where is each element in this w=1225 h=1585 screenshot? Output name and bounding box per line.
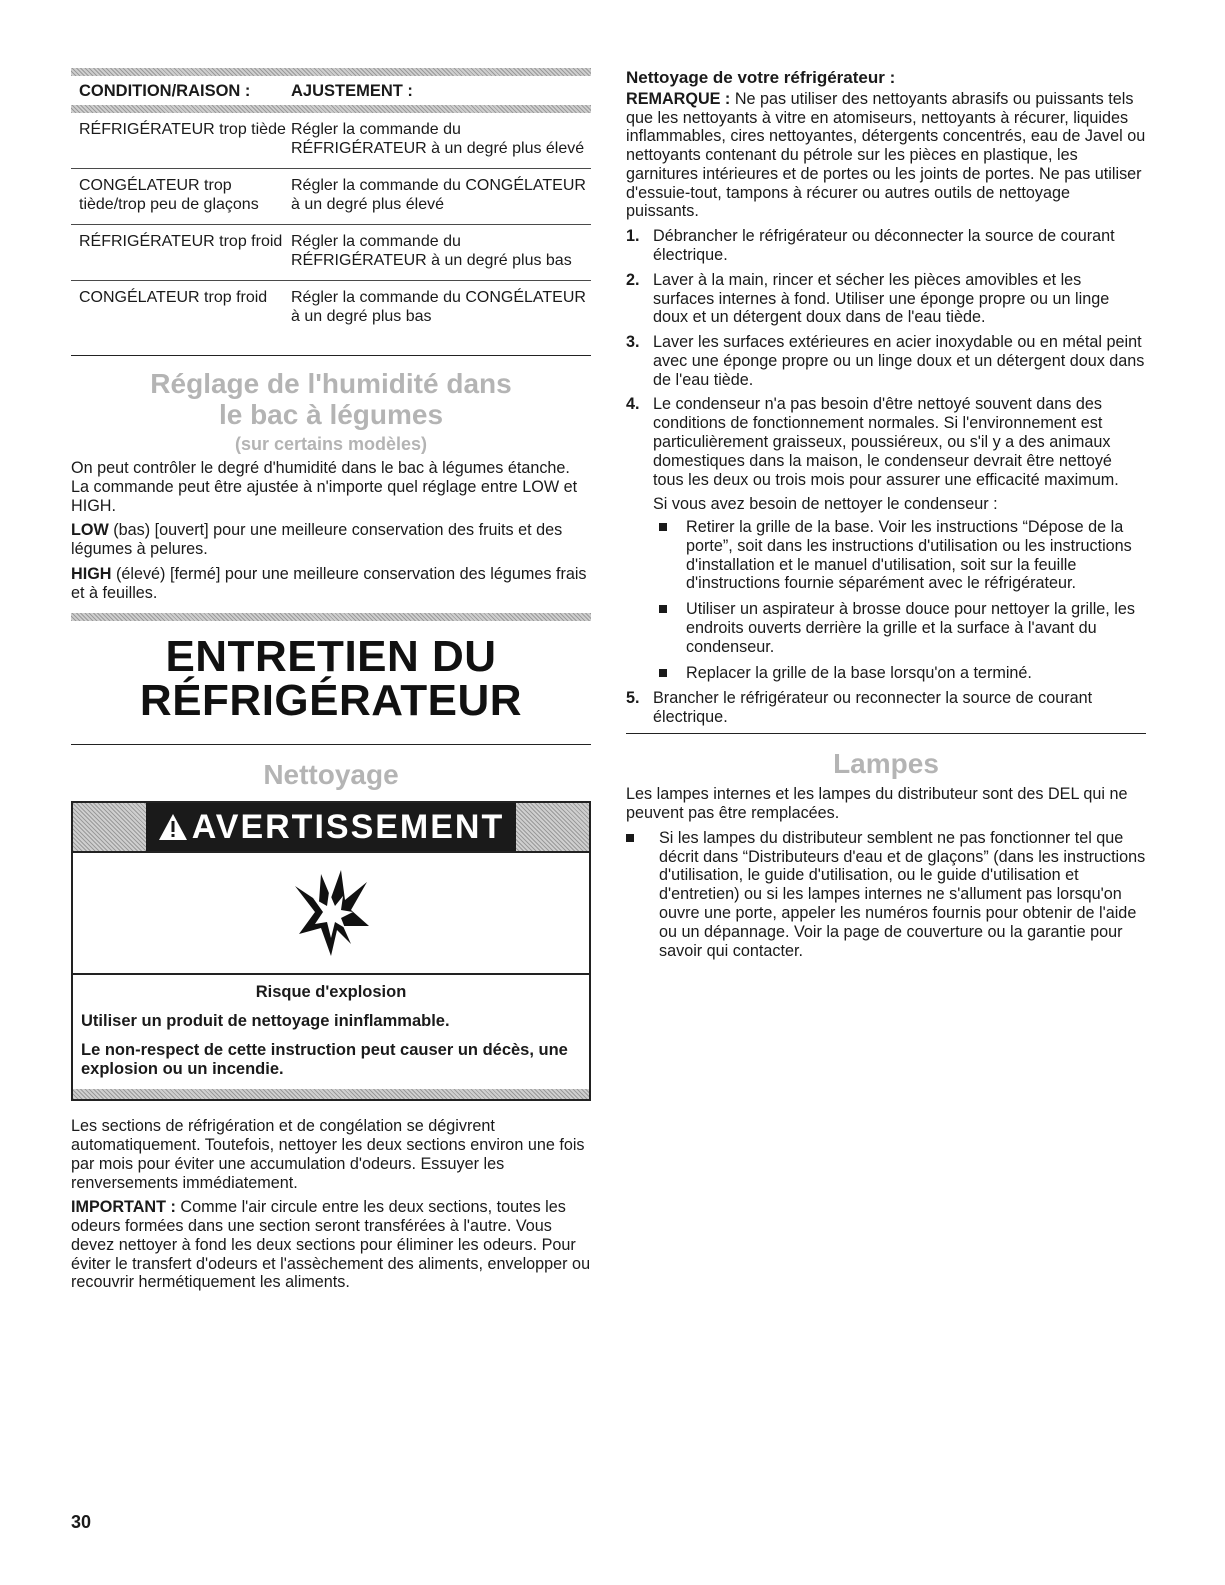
cleaning-steps [626,227,1146,727]
adjustment-cell: Régler la commande du CONGÉLATEUR à un degré plus élevé [291,177,586,213]
list-item [626,395,1146,682]
warning-line2: Le non-respect de cette instruction peut causer un décès, une explosion ou un incendie. [81,1040,568,1079]
step-text: Débrancher le réfrigérateur ou déconnecter la source de courant électrique. [653,227,1115,264]
high-label: HIGH [71,565,112,583]
adjustment-table [71,113,591,355]
list-item [626,333,1146,389]
table-top-band [71,68,591,76]
important-text: Comme l'air circule entre les deux sections, toutes les odeurs formées dans une section seront transférées à l'autre. Vous devez nettoyer à fond les deux sections pour éliminer les odeurs. Pour éviter le transfert d'odeurs et l'assèchement des aliments, envelopper ou recouvrir hermétiquement les aliments. [71,1198,591,1292]
step-text: Le condenseur n'a pas besoin d'être nettoyé souvent dans des conditions de fonctionnement normales. Si l'environnement est particulièrement graisseux, poussiéreux, ou s'il y a des animaux domestiques dans la maison, le condenseur devrait être nettoyé tous les deux ou trois mois pour assurer une efficacité maximum. [653,395,1119,489]
cleaning-title: Nettoyage [263,759,399,791]
low-text: (bas) [ouvert] pour une meilleure conservation des fruits et des légumes à pelures. [71,521,563,559]
step-number: 2. [626,270,640,289]
humidity-title [71,368,591,431]
list-item [626,271,1146,327]
step-text: Laver à la main, rincer et sécher les pièces amovibles et les surfaces internes à fond. Utiliser une éponge propre ou un linge doux et un détergent doux dans de l'eau tiède. [653,270,1110,327]
table-header [71,76,591,105]
care-title-line2: RÉFRIGÉRATEUR [139,676,523,726]
condenser-intro: Si vous avez besoin de nettoyer le condenseur : [653,495,998,514]
warning-box [71,801,591,1102]
step-text: Laver les surfaces extérieures en acier inoxydable ou en métal peint avec une éponge propre ou un linge doux et un détergent doux dans de l'eau tiède. [653,333,1145,389]
adjustment-cell: Régler la commande du RÉFRIGÉRATEUR à un degré plus élevé [291,121,585,157]
step-text: Brancher le réfrigérateur ou reconnecter la source de courant électrique. [653,689,1093,727]
note-label: REMARQUE : [626,89,731,108]
header-condition: CONDITION/RAISON : [79,82,251,100]
adjustment-cell: Régler la commande du CONGÉLATEUR à un degré plus bas [291,289,586,325]
list-item [653,664,1146,683]
table-row [71,225,591,281]
care-title-line1: ENTRETIEN DU [165,631,497,681]
bullet-square-icon [659,605,667,613]
high-text: (élevé) [fermé] pour une meilleure conservation des légumes frais et à feuilles. [71,565,587,602]
list-item [626,829,1146,960]
note-text: Ne pas utiliser des nettoyants abrasifs ou puissants tels que les nettoyants à vitre en atomiseurs, nettoyants à récurer, liquides inflammables, cires nettoyantes, détergents concentrés, eau de Javel ou nettoyants contenant du pétrole sur les pièces en plastique, les garnitures intérieures et de portes ou les joints de portes. Ne pas utiliser d'essuie-tout, tampons à récurer ou autres outils de nettoyage puissants. [626,89,1146,221]
fridge-cleaning-heading: Nettoyage de votre réfrigérateur : [626,68,896,87]
list-item [626,227,1146,265]
bullet-text: Replacer la grille de la base lorsqu'on a terminé. [686,663,1032,682]
care-title [71,631,591,726]
table-row [71,169,591,225]
section-band [71,613,591,621]
lamps-intro: Les lampes internes et les lampes du distributeur sont des DEL qui ne peuvent pas être remplacées. [626,785,1128,823]
bullet-square-icon [659,669,667,677]
table-row [71,113,591,169]
bullet-text: Si les lampes du distributeur semblent ne pas fonctionner tel que décrit dans “Distributeurs d'eau et de glaçons” (dans les instructions d'utilisation, le guide d'utilisation, ou le guide d'utilisation et d'entretien) ou si les lampes internes ne s'allument pas lorsqu'on ouvre une porte, appeler les numéros fournis pour obtenir de l'aide ou un dépannage. Voir la page de couverture ou la garantie pour savoir qui contacter. [659,828,1146,960]
humidity-title-line1: Réglage de l'humidité dans [150,367,512,399]
condition-cell: CONGÉLATEUR trop froid [79,289,268,307]
adjustment-cell: Régler la commande du RÉFRIGÉRATEUR à un degré plus bas [291,233,572,269]
table-header-band [71,105,591,113]
list-item [626,689,1146,727]
bullet-text: Retirer la grille de la base. Voir les instructions “Dépose de la porte”, soit dans les instructions d'utilisation ou les instructions d'installation et le manuel d'utilisation, soit sur la feuille d'instructions fournie séparément avec le réfrigérateur. [686,518,1132,593]
step-number: 4. [626,395,640,414]
note-para [626,90,1146,221]
left-column [71,68,591,1298]
humidity-high [71,565,591,603]
divider [626,733,1146,734]
humidity-title-line2: le bac à légumes [218,398,444,430]
bullet-square-icon [626,834,634,842]
important-para [71,1198,591,1292]
warning-triangle-icon [158,812,188,842]
explosion-symbol [73,853,589,975]
lamps-bullets [626,829,1146,960]
list-item [653,600,1146,656]
humidity-subtitle: (sur certains modèles) [234,434,428,455]
condition-cell: RÉFRIGÉRATEUR trop tiède [79,121,286,139]
important-label: IMPORTANT : [71,1198,176,1217]
table-row [71,281,591,355]
warning-body [73,975,589,1090]
bullet-text: Utiliser un aspirateur à brosse douce pour nettoyer la grille, les endroits ouverts derrière la grille et la surface à l'avant du condenseur. [686,600,1135,656]
list-item [653,518,1146,593]
low-label: LOW [71,521,109,540]
divider [71,744,591,745]
humidity-low [71,521,591,559]
explosion-icon [291,868,371,958]
lamps-title: Lampes [833,747,939,779]
warning-risk: Risque d'explosion [255,982,407,1001]
step-number: 1. [626,227,640,246]
bullet-square-icon [659,523,667,531]
step-number: 3. [626,333,640,352]
condenser-bullets [653,518,1146,682]
cleaning-para: Les sections de réfrigération et de congélation se dégivrent automatiquement. Toutefois, nettoyer les deux sections environ une fois par mois pour éviter une accumulation d'odeurs. Essuyer les renversements immédiatement. [71,1117,585,1192]
warning-header [73,803,589,853]
warning-line1: Utiliser un produit de nettoyage ininflammable. [81,1011,450,1030]
header-adjustment: AJUSTEMENT : [291,82,413,100]
humidity-intro: On peut contrôler le degré d'humidité dans le bac à légumes étanche. La commande peut être ajustée à n'importe quel réglage entre LOW et HIGH. [71,459,578,515]
page-number: 30 [71,1512,92,1532]
right-column [626,68,1146,967]
condition-cell: RÉFRIGÉRATEUR trop froid [79,233,283,251]
warning-signal [146,803,517,851]
warning-signal-word: AVERTISSEMENT [191,807,505,846]
warning-footer-band [73,1089,589,1099]
condition-cell: CONGÉLATEUR trop tiède/trop peu de glaçons [79,177,259,213]
step-number: 5. [626,689,640,708]
